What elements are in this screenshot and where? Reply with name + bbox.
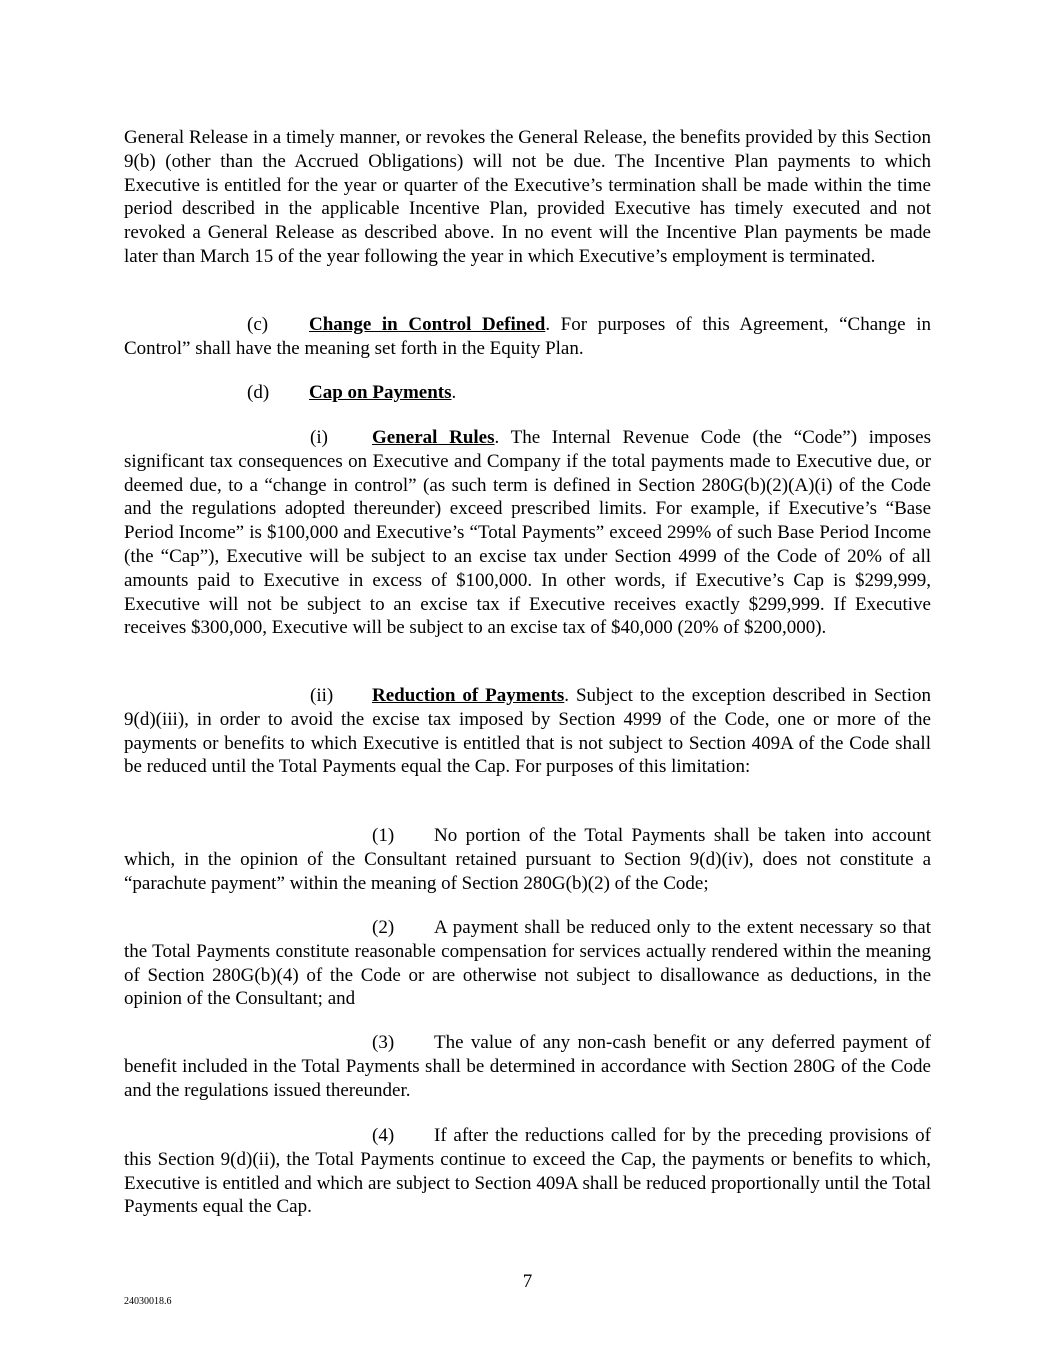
item-text: No portion of the Total Payments shall be taken into account which, in the opinion of the Consultant retained pursuant to Section 9(d)(iv), does not constitute a “parachute payment” within the meaning of Section 280G(b)(2) of the Code; <box>124 825 931 894</box>
section-number: (i) <box>310 427 328 448</box>
page-number: 7 <box>522 1271 533 1292</box>
item-text: A payment shall be reduced only to the extent necessary so that the Total Payments constitute reasonable compensation for services actually rendered within the meaning of Section 280G(b)(4) of the Code or are otherwise not subject to disallowance as deductions, in the opinion of the Consultant; and <box>124 917 931 1010</box>
item-number: (2) <box>372 917 395 938</box>
section-number: (ii) <box>310 685 334 706</box>
section-heading: Cap on Payments <box>309 382 452 403</box>
item-number: (3) <box>372 1032 395 1053</box>
section-text: . Subject to the exception described in Section 9(d)(iii), in order to avoid the excise tax imposed by Section 4999 of the Code, one or more of the payments or benefits to which Executive is entitled that is not subject to Section 409A of the Code shall be reduced until the Total Payments equal the Cap. For purposes of this limitation: <box>124 685 931 778</box>
paragraph-item-4 <box>124 1124 931 1219</box>
paragraph-cap-on-payments <box>124 381 931 405</box>
section-heading: Change in Control Defined <box>309 314 546 335</box>
section-number: (c) <box>247 314 269 335</box>
section-heading: Reduction of Payments <box>372 685 565 706</box>
item-number: (1) <box>372 825 395 846</box>
section-heading: General Rules <box>372 427 495 448</box>
paragraph-release-continuation: General Release in a timely manner, or revokes the General Release, the benefits provided by this Section 9(b) (other than the Accrued Obligations) will not be due. The Incentive Plan payments to which Executive is entitled for the year or quarter of the Executive’s termination shall be made within the time period described in the applicable Incentive Plan, provided Executive has timely executed and not revoked a General Release as described above. In no event will the Incentive Plan payments be made later than March 15 of the year following the year in which Executive’s employment is terminated. <box>124 127 931 267</box>
item-number: (4) <box>372 1125 395 1146</box>
section-number: (d) <box>247 382 270 403</box>
paragraph-item-1 <box>124 824 931 895</box>
document-id: 24030018.6 <box>124 1296 172 1307</box>
paragraph-general-rules <box>124 426 931 640</box>
paragraph-reduction-of-payments <box>124 684 931 779</box>
section-text: . <box>451 382 457 403</box>
paragraph-item-3 <box>124 1031 931 1102</box>
section-text: . For purposes of this Agreement, “Change in Control” shall have the meaning set forth in the Equity Plan. <box>124 314 931 359</box>
item-text: If after the reductions called for by the preceding provisions of this Section 9(d)(ii), the Total Payments continue to exceed the Cap, the payments or benefits to which, Executive is entitled and which are subject to Section 409A shall be reduced proportionally until the Total Payments equal the Cap. <box>124 1125 931 1218</box>
paragraph-change-in-control <box>124 313 931 361</box>
paragraph-item-2 <box>124 916 931 1011</box>
item-text: The value of any non-cash benefit or any deferred payment of benefit included in the Total Payments shall be determined in accordance with Section 280G of the Code and the regulations issued thereunder. <box>124 1032 931 1101</box>
section-text: . The Internal Revenue Code (the “Code”) imposes significant tax consequences on Executive and Company if the total payments made to Executive due, or deemed due, to a “change in control” (as such term is defined in Section 280G(b)(2)(A)(i) of the Code and the regulations adopted thereunder) exceed prescribed limits. For example, if Executive’s “Base Period Income” is $100,000 and Executive’s “Total Payments” exceed 299% of such Base Period Income (the “Cap”), Executive will be subject to an excise tax under Section 4999 of the Code of 20% of all amounts paid to Executive in excess of $100,000. In other words, if Executive’s Cap is $299,999, Executive will not be subject to an excise tax if Executive receives exactly $299,999. If Executive receives $300,000, Executive will be subject to an excise tax of $40,000 (20% of $200,000). <box>124 427 931 639</box>
